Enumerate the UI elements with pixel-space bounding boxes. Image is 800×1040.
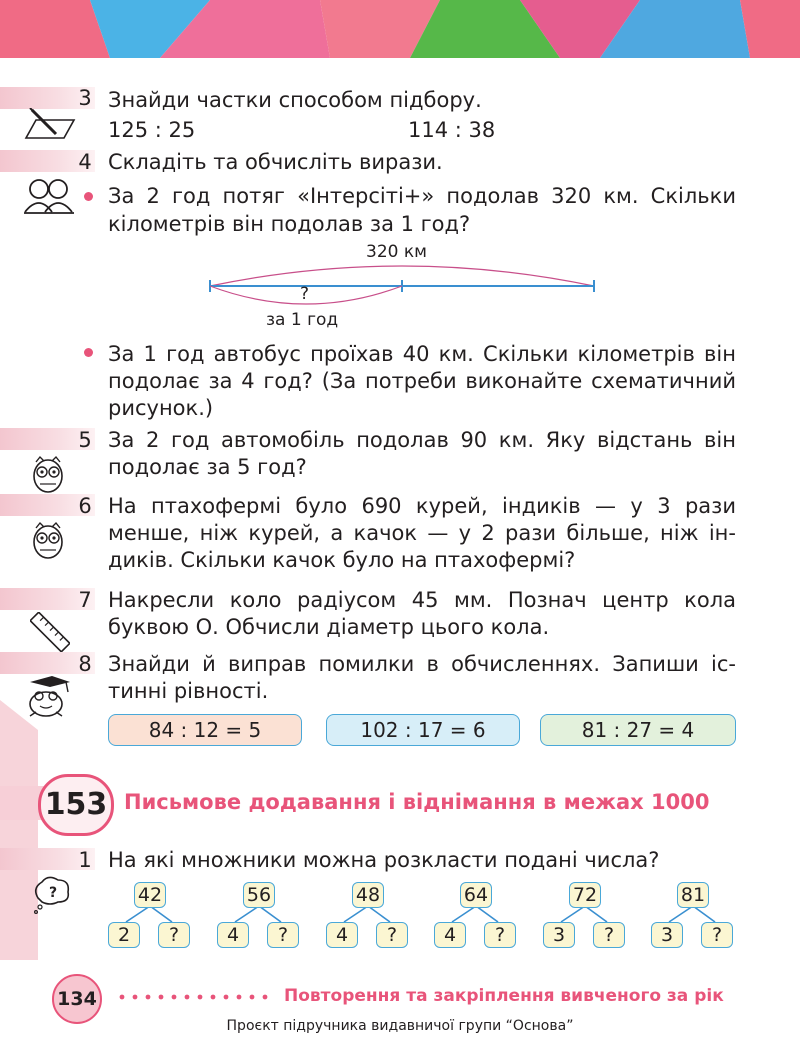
task1-text: На які множники можна розкласти подані числа?	[108, 848, 660, 872]
task6-line1: На птахофермі було 690 курей, індиків — у 3 рази	[108, 494, 736, 518]
task6-line2: менше, ніж курей, а качок — у 2 рази більше, ніж ін-	[108, 521, 736, 545]
task-number: 8	[78, 652, 92, 676]
pencil-notebook-icon	[22, 108, 78, 144]
task7-line2: буквою О. Обчисли діаметр цього кола.	[108, 615, 550, 639]
side-decoration	[0, 700, 40, 960]
owl-icon	[30, 454, 66, 494]
task5-line1: За 2 год автомобіль подолав 90 км. Яку відстань він	[108, 428, 736, 452]
diagram-question: ?	[300, 284, 310, 304]
tree-left-factor: 3	[543, 922, 575, 948]
tree-left-factor: 2	[108, 922, 140, 948]
task-number: 5	[78, 428, 92, 452]
task5-line2: подолає за 5 год?	[108, 455, 307, 479]
task4-b2-line2: подолає за 4 год? (За потреби виконайте схематичний	[108, 369, 736, 393]
factor-tree	[108, 882, 194, 952]
tree-left-factor: 4	[217, 922, 249, 948]
lesson-number: 153	[38, 774, 114, 836]
task3-text: Знайди частки способом підбору.	[108, 88, 482, 112]
diagram-bottom-label: за 1 год	[266, 310, 339, 330]
task4-text: Складіть та обчисліть вирази.	[108, 150, 443, 174]
header-color-band	[0, 0, 800, 58]
factor-tree	[326, 882, 412, 952]
factor-tree	[217, 882, 303, 952]
pair-work-icon	[22, 176, 76, 216]
equation-box-1: 84 : 12 = 5	[108, 714, 302, 746]
dotted-leader	[118, 990, 278, 1004]
task7-line1: Накресли коло радіусом 45 мм. Познач центр кола	[108, 588, 736, 612]
task-number: 3	[78, 86, 92, 110]
equation-box-2: 102 : 17 = 6	[326, 714, 520, 746]
lesson-title: Письмове додавання і віднімання в межах 1000	[124, 790, 710, 814]
section-title: Повторення та закріплення вивченого за рік	[284, 986, 724, 1006]
tree-top-number: 56	[243, 882, 275, 908]
tree-right-factor: ?	[484, 922, 516, 948]
bullet-marker	[84, 192, 93, 201]
svg-text:?: ?	[49, 885, 58, 901]
factor-tree	[543, 882, 629, 952]
task3-expr2: 114 : 38	[408, 118, 496, 142]
task-number: 4	[78, 150, 92, 174]
factor-tree	[651, 882, 737, 952]
tree-left-factor: 3	[651, 922, 683, 948]
diagram-top-label: 320 км	[366, 242, 427, 262]
publisher-note: Проєкт підручника видавничої групи “Основа”	[226, 1018, 574, 1034]
band-segment	[740, 0, 800, 58]
tree-top-number: 64	[460, 882, 492, 908]
task-number: 1	[78, 848, 92, 872]
tree-top-number: 42	[134, 882, 166, 908]
factor-tree	[434, 882, 520, 952]
task4-b1-line2: кілометрів він подолав за 1 год?	[108, 212, 471, 236]
task4-b1-line1: За 2 год потяг «Інтерсіті+» подолав 320 км. Скільки	[108, 184, 736, 208]
task8-line1: Знайди й виправ помилки в обчисленнях. Запиши іс-	[108, 652, 736, 676]
tree-top-number: 72	[569, 882, 601, 908]
tree-top-number: 81	[677, 882, 709, 908]
bullet-marker	[84, 348, 93, 357]
tree-left-factor: 4	[326, 922, 358, 948]
ruler-icon	[30, 612, 70, 652]
tree-right-factor: ?	[593, 922, 625, 948]
tree-right-factor: ?	[376, 922, 408, 948]
tree-left-factor: 4	[434, 922, 466, 948]
tree-top-number: 48	[352, 882, 384, 908]
task3-expr1: 125 : 25	[108, 118, 196, 142]
equation-box-3: 81 : 27 = 4	[540, 714, 736, 746]
task8-line2: тинні рівності.	[108, 679, 269, 703]
tree-right-factor: ?	[267, 922, 299, 948]
frog-icon	[18, 674, 74, 722]
tree-right-factor: ?	[701, 922, 733, 948]
task4-b2-line3: рисунок.)	[108, 396, 214, 420]
task-number: 7	[78, 588, 92, 612]
task4-b2-line1: За 1 год автобус проїхав 40 км. Скільки кілометрів він	[108, 342, 736, 366]
task6-line3: диків. Скільки качок було на птахофермі?	[108, 548, 576, 572]
task-number: 6	[78, 494, 92, 518]
tree-right-factor: ?	[158, 922, 190, 948]
page-number: 134	[52, 974, 102, 1024]
owl-icon	[30, 520, 66, 560]
question-cloud-icon	[30, 874, 72, 914]
